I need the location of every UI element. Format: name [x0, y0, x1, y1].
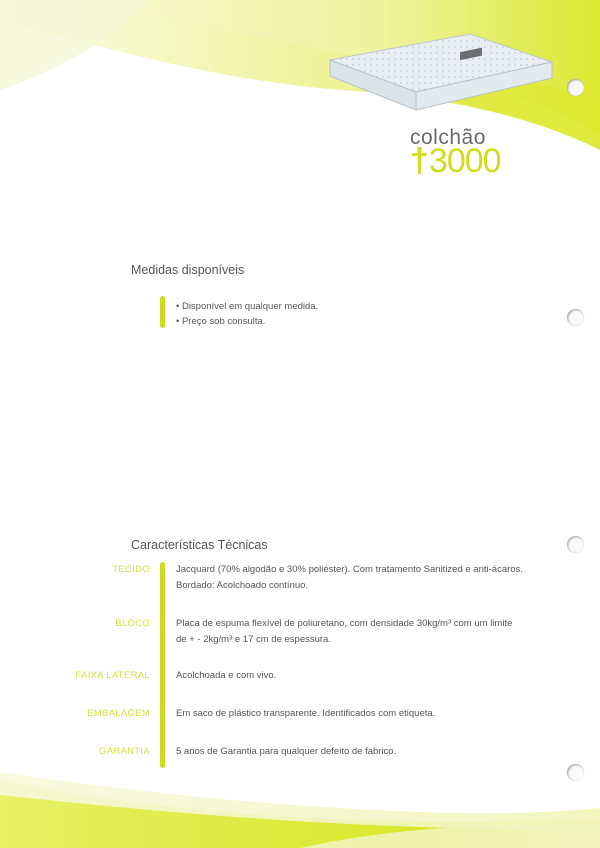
product-model-number: 3000 [428, 142, 501, 180]
cross-icon: † [410, 142, 428, 180]
spec-line: Em saco de plástico transparente. Identificados com etiqueta. [176, 708, 436, 719]
list-item: • Disponível em qualquer medida. [176, 301, 319, 312]
spec-label-garantia: GARANTIA [99, 746, 150, 757]
binder-hole-icon [567, 309, 584, 326]
medidas-heading: Medidas disponíveis [131, 263, 245, 277]
product-title-model [410, 144, 501, 178]
spec-text-embalagem [176, 706, 566, 722]
spec-text-tecido [176, 562, 566, 594]
product-title-small: colchão [410, 126, 486, 149]
binder-hole-icon [567, 79, 584, 96]
caracteristicas-accent-bar [160, 562, 165, 768]
binder-hole-icon [567, 764, 584, 781]
spec-label-bloco: BLOCO [115, 618, 150, 629]
spec-text-bloco [176, 616, 566, 648]
spec-label-tecido: TECIDO [112, 564, 150, 575]
spec-label-embalagem: EMBALAGEM [87, 708, 150, 719]
spec-line: de + - 2kg/m³ e 17 cm de espessura. [176, 634, 331, 645]
spec-line: 5 anos de Garantia para qualquer defeito de fabrico. [176, 746, 397, 757]
spec-text-faixa-lateral [176, 668, 566, 684]
spec-label-faixa-lateral: FAIXA LATERAL [75, 670, 150, 681]
spec-line: Bordado: Acolchoado contínuo. [176, 580, 309, 591]
medidas-accent-bar [160, 296, 165, 328]
spec-line: Acolchoada e com vivo. [176, 670, 277, 681]
spec-text-garantia [176, 744, 566, 760]
spec-line: Placa de espuma flexível de poliuretano, com densidade 30kg/m³ com um limite [176, 618, 513, 629]
caracteristicas-heading: Características Técnicas [131, 538, 268, 552]
spec-line: Jacquard (70% algodão e 30% poliéster). Com tratamento Sanitized e anti-ácaros. [176, 564, 523, 575]
medidas-list [176, 299, 318, 329]
mattress-image [320, 26, 556, 112]
binder-hole-icon [567, 536, 584, 553]
list-item: • Preço sob consulta. [176, 316, 266, 327]
